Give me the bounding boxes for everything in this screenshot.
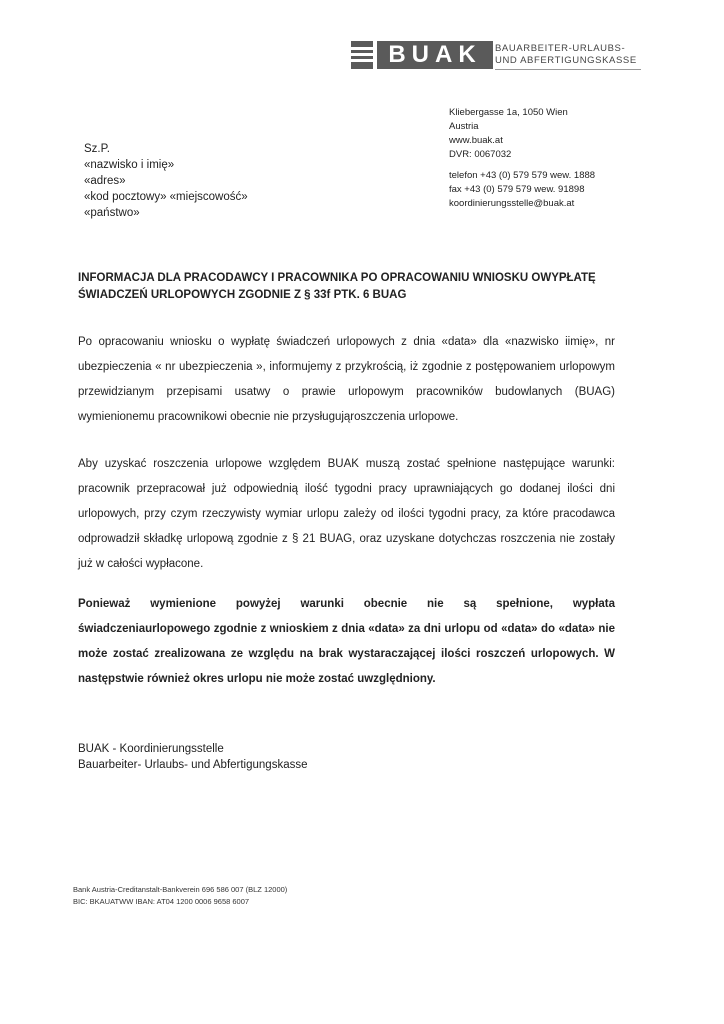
signature-line-1: BUAK - Koordinierungsstelle [78, 743, 224, 755]
letter-title: INFORMACJA DLA PRACODAWCY I PRACOWNIKA PO OPRACOWANIU WNIOSKU OWYPŁATĘ ŚWIADCZEŃ URLOPOWYCH ZGODNIE Z § 33f PTK. 6 BUAG [78, 272, 596, 301]
recipient-address-block [84, 141, 248, 221]
letter-paragraph-3: Ponieważ wymienione powyżej warunki obecnie nie są spełnione, wypłata świadczeniaurlopowego zgodnie z wnioskiem z dnia «data» za dni urlopu od «data» do «data» nie może zostać zrealizowana ze względu na brak wystaraczającej ilości roszczeń urlopowych. W następstwie również okres urlopu nie może zostać uwzględniony. [78, 598, 615, 685]
recipient-address: «adres» [84, 175, 126, 187]
recipient-salutation: Sz.P. [84, 143, 110, 155]
sender-street: Kliebergasse 1a, 1050 Wien [449, 107, 568, 118]
sender-website: www.buak.at [449, 135, 503, 146]
logo-brand-text: BUAK [388, 41, 482, 68]
sender-address-block [449, 106, 595, 211]
recipient-name: «nazwisko i imię» [84, 159, 175, 171]
logo-tagline-line1: BAUARBEITER-URLAUBS- [495, 43, 626, 54]
recipient-city: «kod pocztowy» «miejscowość» [84, 191, 248, 203]
letter-paragraph-1: Po opracowaniu wniosku o wypłatę świadczeń urlopowych z dnia «data» dla «nazwisko iimię», nr ubezpieczenia « nr ubezpieczenia », informujemy z przykrością, iż zgodnie z postępowaniem urlopowym przewidzianym przepisami usatwy o prawie urlopowym pracowników budowlanych (BUAG) wymienionemu pracownikowi obecnie nie przysługująroszczenia urlopowe. [78, 336, 615, 423]
logo-divider [495, 69, 641, 70]
logo-tagline [495, 43, 637, 67]
bank-footer [73, 884, 287, 908]
recipient-country: «państwo» [84, 207, 140, 219]
letter-paragraph-2: Aby uzyskać roszczenia urlopowe względem BUAK muszą zostać spełnione następujące warunki: pracownik przepracował już odpowiednią ilość tygodni pracy uprawniających go dodanej ilości dni urlopowych, przy czym rzeczywisty wymiar urlopu zależy od ilości tygodni pracy, za które pracodawca odprowadził składkę urlopową zgodnie z § 21 BUAG, oraz uzyskane dotychczas roszczenia nie zostały już w całości wypłacone. [78, 458, 615, 570]
sender-dvr: DVR: 0067032 [449, 149, 512, 160]
signature-block [78, 741, 308, 773]
buak-logo [351, 41, 641, 73]
footer-iban: BIC: BKAUATWW IBAN: AT04 1200 0006 9658 6007 [73, 897, 250, 906]
sender-phone: telefon +43 (0) 579 579 wew. 1888 [449, 170, 596, 181]
footer-bank: Bank Austria-Creditanstalt-Bankverein 696 586 007 (BLZ 12000) [73, 885, 288, 894]
signature-line-2: Bauarbeiter- Urlaubs- und Abfertigungskasse [78, 759, 308, 771]
sender-fax: fax +43 (0) 579 579 wew. 91898 [449, 184, 585, 195]
sender-email: koordinierungsstelle@buak.at [449, 198, 575, 209]
logo-wordmark [377, 41, 493, 69]
logo-tagline-line2: UND ABFERTIGUNGSKASSE [495, 55, 637, 66]
logo-stripes-icon [351, 41, 373, 69]
sender-country: Austria [449, 121, 479, 132]
